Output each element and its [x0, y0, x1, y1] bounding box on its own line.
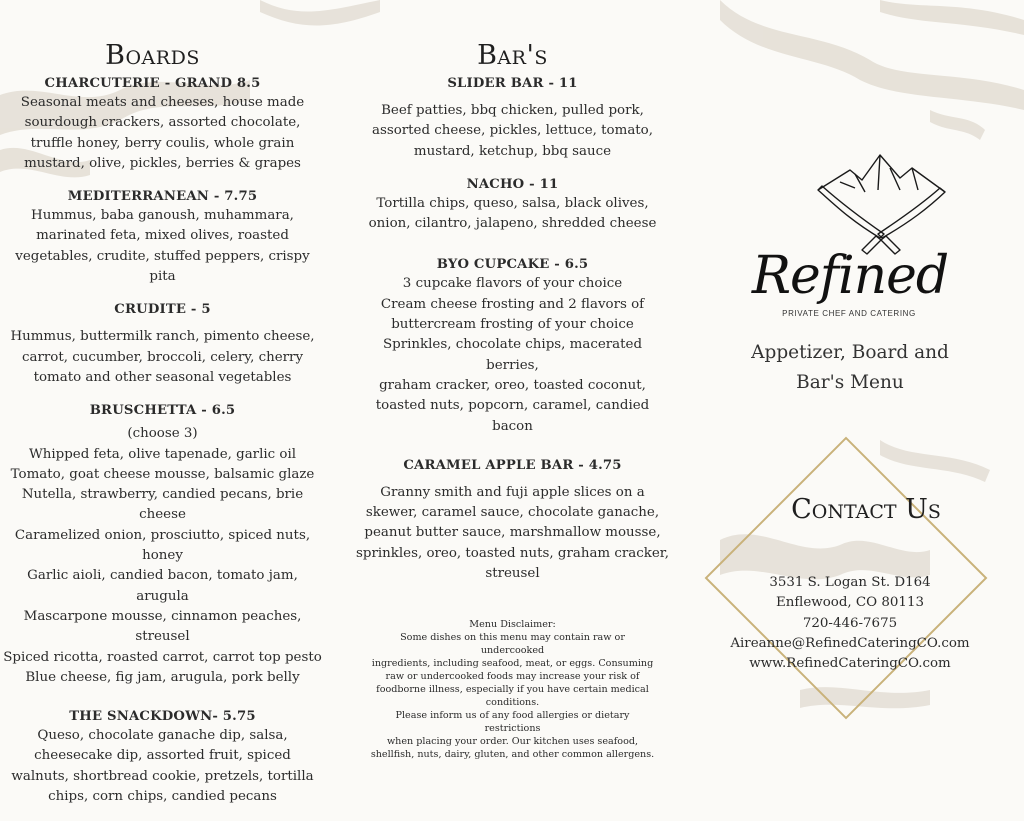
item-name: BYO CUPCAKE - 6.5 — [436, 257, 589, 273]
item-desc: Hummus, buttermilk ranch, pimento cheese, carrot, cucumber, broccoli, celery, cherry tomato and other seasonal vegetables — [10, 329, 315, 385]
menu-subtitle: Appetizer, Board and Bar's Menu — [751, 342, 949, 393]
item-desc: 3 cupcake flavors of your choice Cream cheese frosting and 2 flavors of buttercream frosting of your choice Sprinkles, chocolate chips, macerated berries, graham cracker, oreo, toasted coconut, toasted nuts, popcorn, caramel, candied bacon — [375, 276, 650, 434]
item-desc: Granny smith and fuji apple slices on a skewer, caramel sauce, chocolate ganache, peanut butter sauce, marshmallow mousse, sprinkles, oreo, toasted nuts, graham cracker, streusel — [356, 484, 669, 582]
item-name: CHARCUTERIE - GRAND 8.5 — [44, 76, 261, 91]
brand-name: Refined — [751, 246, 949, 306]
contact-title: Contact Us — [791, 494, 941, 525]
contact-address-line2: Enflewood, CO 80113 — [775, 595, 924, 611]
item-desc: Beef patties, bbq chicken, pulled pork, assorted cheese, pickles, lettuce, tomato, mustard, ketchup, bbq sauce — [371, 103, 654, 159]
contact-address-line1: 3531 S. Logan St. D164 — [769, 575, 931, 590]
contact-email: Aireanne@RefinedCateringCO.com — [730, 635, 970, 651]
menu-item — [0, 75, 325, 174]
bars-title: Bar's — [477, 40, 548, 71]
item-name: SLIDER BAR - 11 — [447, 76, 578, 91]
bars-column — [355, 40, 670, 761]
contact-website: www.RefinedCateringCO.com — [749, 656, 951, 672]
item-desc: Hummus, baba ganoush, muhammara, marinated feta, mixed olives, roasted vegetables, crudite, stuffed peppers, crispy pita — [15, 208, 310, 285]
menu-item — [0, 301, 325, 388]
contact-details — [700, 573, 1000, 674]
item-name: MEDITERRANEAN - 7.75 — [67, 189, 258, 205]
menu-item — [355, 176, 670, 235]
menu-item — [355, 457, 670, 584]
item-name: BRUSCHETTA - 6.5 — [89, 403, 236, 419]
item-desc: (choose 3) Whipped feta, olive tapenade, garlic oil Tomato, goat cheese mousse, balsamic glaze Nutella, strawberry, candied pecans, brie cheese Caramelized onion, prosciutto, spiced nuts, honey Garlic aioli, candied bacon, tomato jam, arugula Mascarpone mousse, cinnamon peaches, streusel Spiced ricotta, roasted carrot, carrot top pesto Blue cheese, fig jam, arugula, pork belly — [3, 426, 322, 685]
item-name: THE SNACKDOWN- 5.75 — [69, 709, 256, 725]
item-name: CARAMEL APPLE BAR - 4.75 — [403, 457, 622, 473]
menu-item — [355, 256, 670, 436]
item-name: CRUDITE - 5 — [114, 302, 211, 318]
item-desc: Queso, chocolate ganache dip, salsa, cheesecake dip, assorted fruit, spiced walnuts, shortbread cookie, pretzels, tortilla chips, corn chips, candied pecans — [11, 728, 314, 805]
menu-disclaimer: Menu Disclaimer: Some dishes on this menu may contain raw or undercooked ingredients, including seafood, meat, or eggs. Consuming raw or undercooked foods may increase your risk of foodborne illness, especially if you have certain medical conditions. Please inform us of any food allergies or dietary restrictions when placing your order. Our kitchen uses seafood, shellfish, nuts, dairy, gluten, and other common allergens. — [370, 619, 655, 761]
menu-item — [0, 708, 325, 807]
brand-column — [700, 0, 1024, 791]
boards-title: Boards — [105, 40, 200, 71]
menu-item — [0, 188, 325, 287]
menu-item — [0, 402, 325, 688]
brand-tagline: PRIVATE CHEF AND CATERING — [782, 309, 916, 318]
item-desc: Seasonal meats and cheeses, house made sourdough crackers, assorted chocolate, truffle honey, berry coulis, whole grain mustard, olive, pickles, berries & grapes — [20, 95, 305, 171]
contact-phone: 720-446-7675 — [802, 615, 898, 631]
item-name: NACHO - 11 — [466, 176, 559, 192]
boards-column — [0, 40, 325, 821]
menu-item — [355, 75, 670, 162]
item-desc: Tortilla chips, queso, salsa, black olives, onion, cilantro, jalapeno, shredded cheese — [368, 195, 657, 232]
